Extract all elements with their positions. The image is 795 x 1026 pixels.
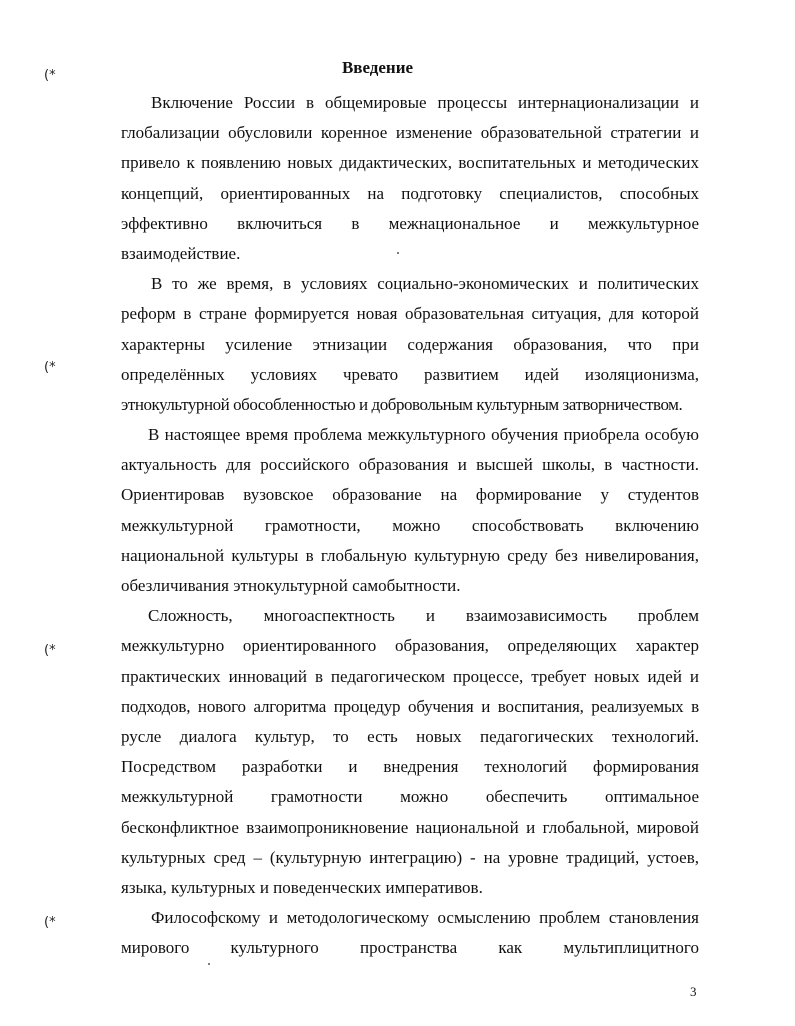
text-line: этнокультурной обособленностью и добровольным культурным затворничеством. [121,394,683,414]
text-line: привело к появлению новых дидактических, воспитательных и методических [121,153,699,173]
text-line: В то же время, в условиях социально-экономических и политических [151,274,699,294]
text-line: реформ в стране формируется новая образовательная ситуация, для которой [121,304,699,324]
text-line: русле диалога культур, то есть новых педагогических технологий. [121,726,699,746]
text-line: Сложность, многоаспектность и взаимозависимость проблем [148,606,699,626]
text-line: национальной культуры в глобальную культурную среду без нивелирования, [121,545,699,565]
page-number: 3 [690,984,697,999]
text-line: Посредством разработки и внедрения технологий формирования [121,757,699,777]
margin-mark: (* [44,68,56,83]
text-line: межкультурной грамотности, можно способствовать включению [121,515,699,535]
text-line: В настоящее время проблема межкультурного обучения приобрела особую [148,425,699,445]
text-line: определённых условиях чревато развитием идей изоляционизма, [121,364,699,384]
text-line: глобализации обусловили коренное изменение образовательной стратегии и [121,123,699,143]
text-line: языка, культурных и поведенческих императивов. [121,877,483,897]
text-line: обезличивания этнокультурной самобытности. [121,576,461,595]
body-text [121,88,699,963]
margin-mark: (* [44,643,56,658]
margin-mark: (* [44,915,56,930]
text-line: взаимодействие. [121,243,241,263]
text-line: характерны усиление этнизации содержания образования, что при [121,334,699,354]
text-line: культурных сред – (культурную интеграцию) - на уровне традиций, устоев, [121,847,699,867]
text-line: бесконфликтное взаимопроникновение национальной и глобальной, мировой [121,817,699,837]
text-line: Включение России в общемировые процессы интернационализации и [151,93,699,112]
text-line: Ориентировав вузовское образование на формирование у студентов [121,485,699,505]
text-line: актуальность для российского образования и высшей школы, в частности. [121,455,699,475]
text-line: Философскому и методологическому осмыслению проблем становления [151,908,699,928]
text-line: эффективно включиться в межнациональное и межкультурное [121,213,699,233]
text-line: межкультурной грамотности можно обеспечить оптимальное [121,787,699,807]
text-line: подходов, нового алгоритма процедур обучения и воспитания, реализуемых в [121,696,699,716]
text-line: практических инноваций в педагогическом процессе, требует новых идей и [121,666,699,686]
page-title: Введение [341,58,414,77]
margin-mark: (* [44,360,56,375]
text-line: мирового культурного пространства как мультиплицитного [121,938,699,958]
text-line: межкультурно ориентированного образования, определяющих характер [121,636,699,656]
text-line: концепций, ориентированных на подготовку специалистов, способных [121,183,699,203]
